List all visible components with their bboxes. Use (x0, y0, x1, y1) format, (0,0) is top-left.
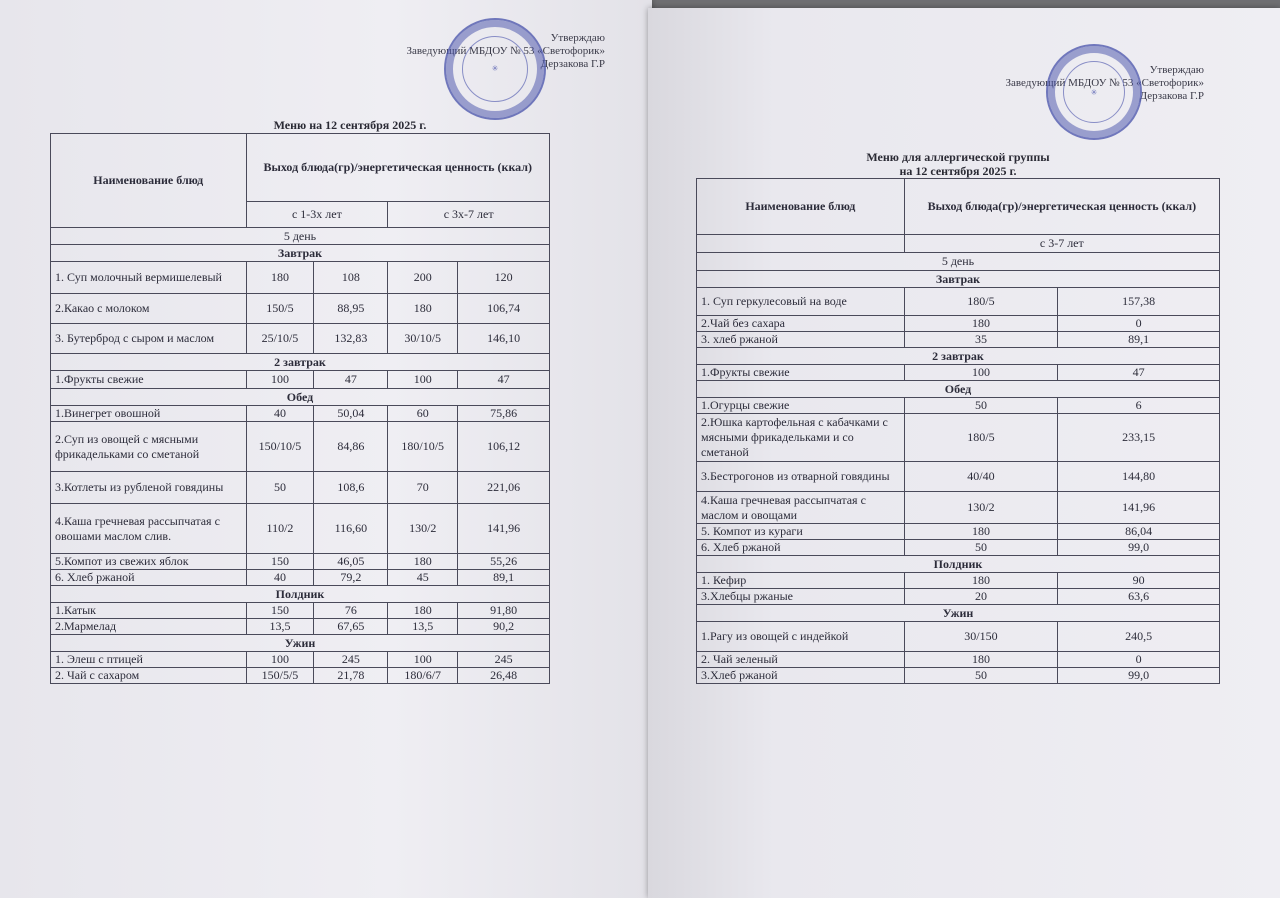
dish-value: 50 (246, 472, 314, 504)
meal-section-header: Обед (51, 389, 550, 406)
dish-value: 90,2 (458, 619, 550, 635)
allergy-menu-table (696, 178, 1220, 684)
dish-value: 100 (904, 365, 1058, 381)
dish-value: 100 (388, 371, 458, 389)
dish-value: 180 (388, 554, 458, 570)
column-header-output: Выход блюда(гр)/энергетическая ценность (ккал) (904, 179, 1219, 235)
meal-section-header: Ужин (51, 635, 550, 652)
approval-line: Заведующий МБДОУ № 53 «Светофорик» (1005, 77, 1204, 89)
dish-name: 1. Суп геркулесовый на воде (697, 288, 905, 316)
dish-value: 84,86 (314, 422, 388, 472)
dish-name: 6. Хлеб ржаной (51, 570, 247, 586)
dish-value: 108,6 (314, 472, 388, 504)
dish-value: 180 (904, 316, 1058, 332)
menu-title-line-1: Меню для аллергической группы (866, 150, 1050, 164)
dish-value: 40 (246, 406, 314, 422)
dish-value: 233,15 (1058, 414, 1220, 462)
dish-value: 30/150 (904, 622, 1058, 652)
dish-name: 2.Юшка картофельная с кабачками с мясными фрикадельками и со сметаной (697, 414, 905, 462)
dish-value: 40 (246, 570, 314, 586)
dish-name: 3. Бутерброд с сыром и маслом (51, 324, 247, 354)
dish-value: 180/10/5 (388, 422, 458, 472)
dish-value: 20 (904, 589, 1058, 605)
dish-value: 180 (904, 524, 1058, 540)
dish-value: 180 (388, 294, 458, 324)
dish-name: 5. Компот из кураги (697, 524, 905, 540)
menu-row (697, 540, 1220, 556)
menu-row (697, 668, 1220, 684)
menu-row (697, 288, 1220, 316)
menu-row (697, 462, 1220, 492)
menu-row (51, 570, 550, 586)
menu-row (51, 504, 550, 554)
dish-name: 2.Чай без сахара (697, 316, 905, 332)
menu-row (51, 262, 550, 294)
dish-value: 120 (458, 262, 550, 294)
dish-name: 1.Рагу из овощей с индейкой (697, 622, 905, 652)
meal-section-header: 2 завтрак (697, 348, 1220, 365)
dish-value: 79,2 (314, 570, 388, 586)
dish-name: 3.Хлеб ржаной (697, 668, 905, 684)
dish-value: 0 (1058, 316, 1220, 332)
column-header-name: Наименование блюд (51, 134, 247, 228)
approval-line: Дерзакова Г.Р (1139, 90, 1204, 102)
age-group-1-3: с 1-3х лет (246, 202, 388, 228)
dish-value: 245 (314, 652, 388, 668)
meal-section-header: Завтрак (697, 271, 1220, 288)
meal-section-header: Полдник (51, 586, 550, 603)
dish-value: 100 (246, 371, 314, 389)
menu-row (51, 472, 550, 504)
dish-value: 70 (388, 472, 458, 504)
age-group-3-7: с 3х-7 лет (388, 202, 550, 228)
dish-value: 106,12 (458, 422, 550, 472)
dish-value: 40/40 (904, 462, 1058, 492)
menu-row (697, 332, 1220, 348)
menu-row (697, 398, 1220, 414)
dish-name: 5.Компот из свежих яблок (51, 554, 247, 570)
dish-value: 91,80 (458, 603, 550, 619)
dish-value: 75,86 (458, 406, 550, 422)
dish-value: 141,96 (458, 504, 550, 554)
dish-value: 67,65 (314, 619, 388, 635)
approval-line: Дерзакова Г.Р (540, 58, 605, 70)
dish-value: 180 (904, 652, 1058, 668)
dish-value: 180/6/7 (388, 668, 458, 684)
menu-row (697, 492, 1220, 524)
dish-name: 1.Фрукты свежие (51, 371, 247, 389)
meal-section-header: Ужин (697, 605, 1220, 622)
dish-name: 1.Катык (51, 603, 247, 619)
meal-section-header: Обед (697, 381, 1220, 398)
menu-row (697, 652, 1220, 668)
dish-name: 2. Чай зеленый (697, 652, 905, 668)
dish-value: 150/5 (246, 294, 314, 324)
dish-name: 1.Фрукты свежие (697, 365, 905, 381)
menu-row (697, 622, 1220, 652)
dish-value: 130/2 (388, 504, 458, 554)
dish-value: 245 (458, 652, 550, 668)
column-header-output: Выход блюда(гр)/энергетическая ценность (ккал) (246, 134, 549, 202)
dish-value: 99,0 (1058, 668, 1220, 684)
dish-value: 200 (388, 262, 458, 294)
menu-row (697, 524, 1220, 540)
menu-table (50, 133, 550, 684)
dish-value: 0 (1058, 652, 1220, 668)
menu-row (51, 668, 550, 684)
menu-row (51, 324, 550, 354)
dish-value: 180/5 (904, 414, 1058, 462)
menu-row (51, 619, 550, 635)
dish-name: 3.Котлеты из рубленой говядины (51, 472, 247, 504)
dish-value: 144,80 (1058, 462, 1220, 492)
dish-value: 100 (388, 652, 458, 668)
dish-value: 146,10 (458, 324, 550, 354)
dish-value: 88,95 (314, 294, 388, 324)
approval-line: Заведующий МБДОУ № 53 «Светофорик» (406, 45, 605, 57)
dish-name: 1. Суп молочный вермишелевый (51, 262, 247, 294)
approval-line: Утверждаю (550, 32, 605, 44)
dish-value: 100 (246, 652, 314, 668)
menu-row (697, 365, 1220, 381)
column-header-name: Наименование блюд (697, 179, 905, 235)
dish-value: 60 (388, 406, 458, 422)
dish-value: 21,78 (314, 668, 388, 684)
menu-row (51, 652, 550, 668)
dish-name: 2.Какао с молоком (51, 294, 247, 324)
dish-value: 110/2 (246, 504, 314, 554)
dish-value: 116,60 (314, 504, 388, 554)
menu-title (808, 150, 1108, 178)
dish-name: 3. хлеб ржаной (697, 332, 905, 348)
menu-row (51, 406, 550, 422)
dish-value: 130/2 (904, 492, 1058, 524)
dish-name: 4.Каша гречневая рассыпчатая с овошами маслом слив. (51, 504, 247, 554)
dish-value: 13,5 (246, 619, 314, 635)
menu-title: Меню на 12 сентября 2025 г. (273, 118, 427, 132)
dish-value: 46,05 (314, 554, 388, 570)
dish-value: 76 (314, 603, 388, 619)
dish-name: 2. Чай с сахаром (51, 668, 247, 684)
approval-line: Утверждаю (1149, 64, 1204, 76)
dish-value: 157,38 (1058, 288, 1220, 316)
dish-name: 6. Хлеб ржаной (697, 540, 905, 556)
dish-value: 108 (314, 262, 388, 294)
menu-row (51, 371, 550, 389)
dish-value: 180 (388, 603, 458, 619)
dish-name: 4.Каша гречневая рассыпчатая с маслом и овощами (697, 492, 905, 524)
meal-section-header: 2 завтрак (51, 354, 550, 371)
dish-value: 6 (1058, 398, 1220, 414)
dish-value: 47 (314, 371, 388, 389)
dish-value: 26,48 (458, 668, 550, 684)
dish-value: 50,04 (314, 406, 388, 422)
right-page (648, 8, 1280, 898)
menu-row (697, 573, 1220, 589)
dish-value: 180 (246, 262, 314, 294)
age-group-3-7: с 3-7 лет (904, 235, 1219, 253)
dish-value: 90 (1058, 573, 1220, 589)
dish-value: 30/10/5 (388, 324, 458, 354)
dish-value: 50 (904, 540, 1058, 556)
dish-value: 240,5 (1058, 622, 1220, 652)
menu-row (51, 554, 550, 570)
dish-value: 180/5 (904, 288, 1058, 316)
dish-name: 2.Суп из овощей с мясными фрикадельками со сметаной (51, 422, 247, 472)
dish-name: 1.Огурцы свежие (697, 398, 905, 414)
official-seal: ✳ (1046, 44, 1142, 140)
dish-value: 150 (246, 554, 314, 570)
dish-name: 1.Винегрет овошной (51, 406, 247, 422)
dish-name: 3.Хлебцы ржаные (697, 589, 905, 605)
dish-value: 150 (246, 603, 314, 619)
dish-value: 86,04 (1058, 524, 1220, 540)
official-seal: ✳ (444, 18, 546, 120)
menu-row (697, 414, 1220, 462)
dish-value: 132,83 (314, 324, 388, 354)
dish-value: 150/5/5 (246, 668, 314, 684)
day-label: 5 день (51, 228, 550, 245)
menu-row (697, 316, 1220, 332)
dish-name: 1. Кефир (697, 573, 905, 589)
dish-value: 50 (904, 398, 1058, 414)
dish-value: 55,26 (458, 554, 550, 570)
dish-value: 50 (904, 668, 1058, 684)
menu-row (697, 589, 1220, 605)
dish-value: 89,1 (1058, 332, 1220, 348)
day-label: 5 день (697, 253, 1220, 271)
menu-row (51, 603, 550, 619)
dish-name: 2.Мармелад (51, 619, 247, 635)
dish-value: 180 (904, 573, 1058, 589)
menu-title-line-2: на 12 сентября 2025 г. (899, 164, 1017, 178)
meal-section-header: Полдник (697, 556, 1220, 573)
dish-name: 3.Бестрогонов из отварной говядины (697, 462, 905, 492)
menu-row (51, 422, 550, 472)
dish-value: 45 (388, 570, 458, 586)
dish-value: 13,5 (388, 619, 458, 635)
dish-name: 1. Элеш с птицей (51, 652, 247, 668)
dish-value: 106,74 (458, 294, 550, 324)
dish-value: 63,6 (1058, 589, 1220, 605)
meal-section-header: Завтрак (51, 245, 550, 262)
dish-value: 25/10/5 (246, 324, 314, 354)
dish-value: 47 (458, 371, 550, 389)
menu-row (51, 294, 550, 324)
dish-value: 221,06 (458, 472, 550, 504)
dish-value: 47 (1058, 365, 1220, 381)
dish-value: 141,96 (1058, 492, 1220, 524)
dish-value: 89,1 (458, 570, 550, 586)
dish-value: 150/10/5 (246, 422, 314, 472)
dish-value: 35 (904, 332, 1058, 348)
dish-value: 99,0 (1058, 540, 1220, 556)
